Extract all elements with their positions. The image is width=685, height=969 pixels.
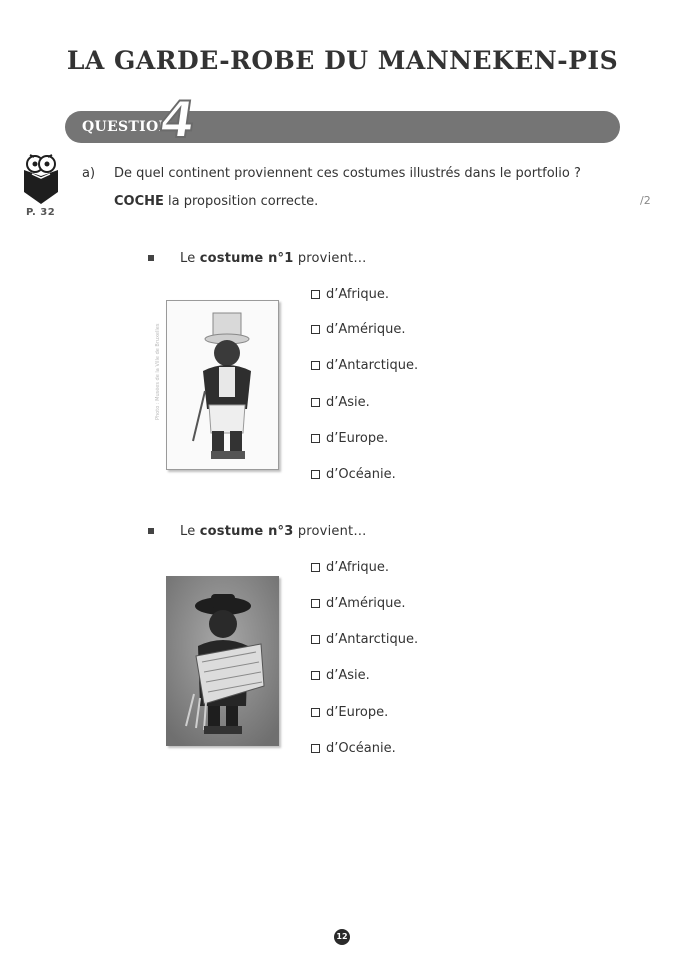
item-label-1 <box>180 251 367 266</box>
item-suffix: provient… <box>293 524 367 539</box>
option-label: d’Afrique. <box>326 560 389 575</box>
option-oceanie-3[interactable] <box>311 741 396 756</box>
score: /2 <box>640 194 651 207</box>
option-label: d’Europe. <box>326 705 389 720</box>
option-asie-3[interactable] <box>311 668 370 683</box>
costume-1-figure <box>167 301 278 469</box>
bullet-icon <box>148 255 154 261</box>
item-costume: costume n°3 <box>199 524 294 539</box>
bullet-icon <box>148 528 154 534</box>
checkbox[interactable] <box>311 290 320 299</box>
option-amerique-1[interactable] <box>311 322 406 337</box>
option-oceanie-1[interactable] <box>311 467 396 482</box>
item-prefix: Le <box>180 524 200 539</box>
owl-book-icon <box>22 152 60 204</box>
item-label-3 <box>180 524 367 539</box>
option-label: d’Antarctique. <box>326 358 419 373</box>
option-label: d’Antarctique. <box>326 632 419 647</box>
instruction-rest: la proposition correcte. <box>163 194 319 209</box>
costume-3-figure <box>166 576 279 746</box>
costume-1-photo <box>166 300 279 470</box>
option-label: d’Afrique. <box>326 287 389 302</box>
option-label: d’Amérique. <box>326 322 406 337</box>
question-label: QUESTION <box>82 119 172 135</box>
option-europe-3[interactable] <box>311 705 388 720</box>
checkbox[interactable] <box>311 563 320 572</box>
item-costume: costume n°1 <box>199 251 294 266</box>
part-letter: a) <box>82 166 96 181</box>
option-amerique-3[interactable] <box>311 596 406 611</box>
checkbox[interactable] <box>311 599 320 608</box>
checkbox[interactable] <box>311 744 320 753</box>
checkbox[interactable] <box>311 635 320 644</box>
option-afrique-1[interactable] <box>311 287 389 302</box>
checkbox[interactable] <box>311 434 320 443</box>
checkbox[interactable] <box>311 671 320 680</box>
costume-3-photo <box>166 576 279 746</box>
option-antarctique-3[interactable] <box>311 632 418 647</box>
option-label: d’Asie. <box>326 668 370 683</box>
checkbox[interactable] <box>311 325 320 334</box>
item-suffix: provient… <box>293 251 367 266</box>
instruction-keyword: COCHE <box>114 194 164 209</box>
page-title: LA GARDE-ROBE DU MANNEKEN-PIS <box>66 46 619 75</box>
option-antarctique-1[interactable] <box>311 358 418 373</box>
item-prefix: Le <box>180 251 200 266</box>
page-number: 12 <box>334 929 350 945</box>
option-label: d’Océanie. <box>326 467 396 482</box>
question-number: 4 <box>155 91 199 149</box>
option-label: d’Asie. <box>326 395 370 410</box>
option-europe-1[interactable] <box>311 431 388 446</box>
checkbox[interactable] <box>311 708 320 717</box>
instruction <box>114 194 318 209</box>
checkbox[interactable] <box>311 470 320 479</box>
page-reference: P. 32 <box>26 207 56 218</box>
checkbox[interactable] <box>311 361 320 370</box>
option-asie-1[interactable] <box>311 395 370 410</box>
option-label: d’Europe. <box>326 431 389 446</box>
option-afrique-3[interactable] <box>311 560 389 575</box>
checkbox[interactable] <box>311 398 320 407</box>
question-text: De quel continent proviennent ces costumes illustrés dans le portfolio ? <box>114 166 581 181</box>
photo-credit: Photo : Musées de la Ville de Bruxelles <box>155 323 161 420</box>
option-label: d’Amérique. <box>326 596 406 611</box>
option-label: d’Océanie. <box>326 741 396 756</box>
